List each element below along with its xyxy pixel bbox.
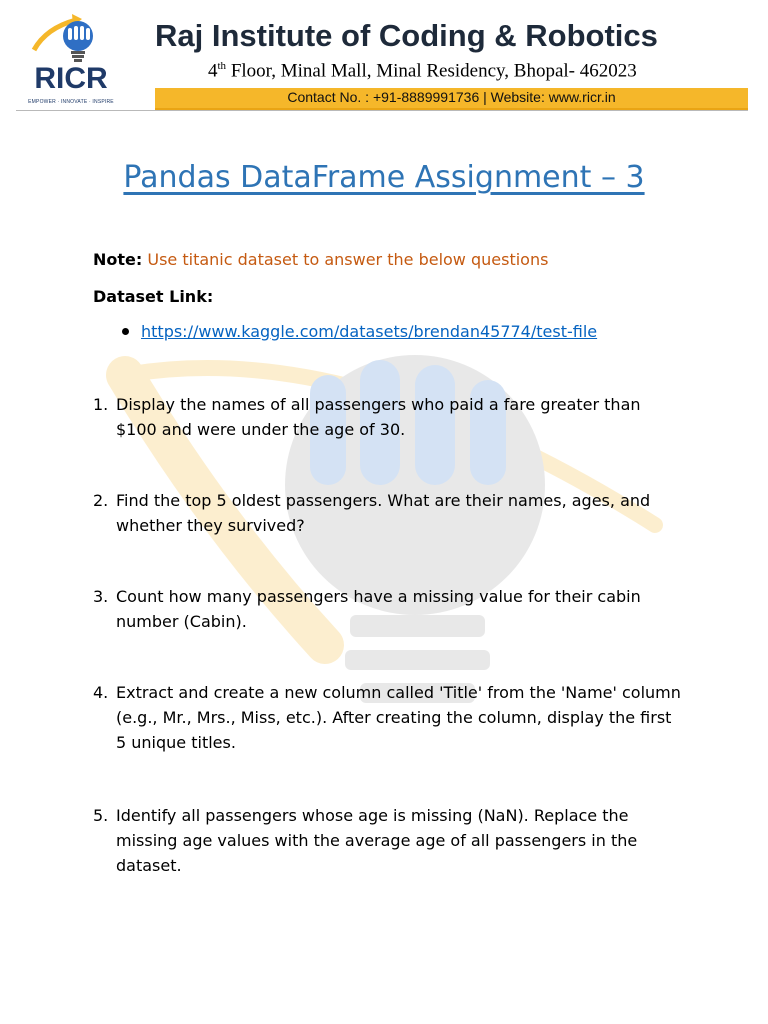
question-text: Count how many passengers have a missing value for their cabin number (Cabin). [116, 587, 641, 631]
question-text: Display the names of all passengers who paid a fare greater than $100 and were under the age of 30. [116, 395, 641, 439]
contact-bar [155, 88, 748, 110]
question-text: Extract and create a new column called 'Title' from the 'Name' column (e.g., Mr., Mrs., Miss, etc.). After creating the column, display the first 5 unique titles. [116, 683, 681, 752]
dataset-link[interactable]: https://www.kaggle.com/datasets/brendan45774/test-file [141, 322, 598, 341]
header-divider [16, 110, 748, 111]
institute-name: Raj Institute of Coding & Robotics [155, 18, 658, 53]
question-1 [93, 392, 683, 442]
question-number: 4. [93, 683, 109, 702]
logo-text: RICR [34, 62, 108, 95]
institute-address: 4th Floor, Minal Mall, Minal Residency, Bhopal- 462023 [208, 60, 637, 82]
question-number: 2. [93, 491, 109, 510]
question-5 [93, 803, 683, 878]
question-text: Identify all passengers whose age is missing (NaN). Replace the missing age values with the average age of all passengers in the dataset. [116, 806, 638, 875]
assignment-title: Pandas DataFrame Assignment – 3 [123, 160, 645, 195]
dataset-bullet [141, 322, 597, 341]
question-text: Find the top 5 oldest passengers. What are their names, ages, and whether they survived? [116, 491, 651, 535]
question-number: 1. [93, 395, 109, 414]
question-4 [93, 680, 683, 755]
question-number: 5. [93, 806, 109, 825]
bullet-icon [122, 328, 129, 335]
note-label: Note: [93, 250, 143, 269]
ricr-logo [16, 10, 126, 110]
letterhead [0, 0, 768, 120]
bulb-fist-icon [16, 10, 126, 70]
note-line [93, 250, 548, 269]
question-2 [93, 488, 683, 538]
question-3 [93, 584, 683, 634]
note-text: Use titanic dataset to answer the below questions [147, 250, 549, 269]
logo-tagline: EMPOWER · INNOVATE · INSPIRE [28, 99, 114, 105]
question-number: 3. [93, 587, 109, 606]
dataset-label: Dataset Link: [93, 287, 214, 306]
contact-text: Contact No. : +91-8889991736 | Website: www.ricr.in [287, 89, 616, 105]
